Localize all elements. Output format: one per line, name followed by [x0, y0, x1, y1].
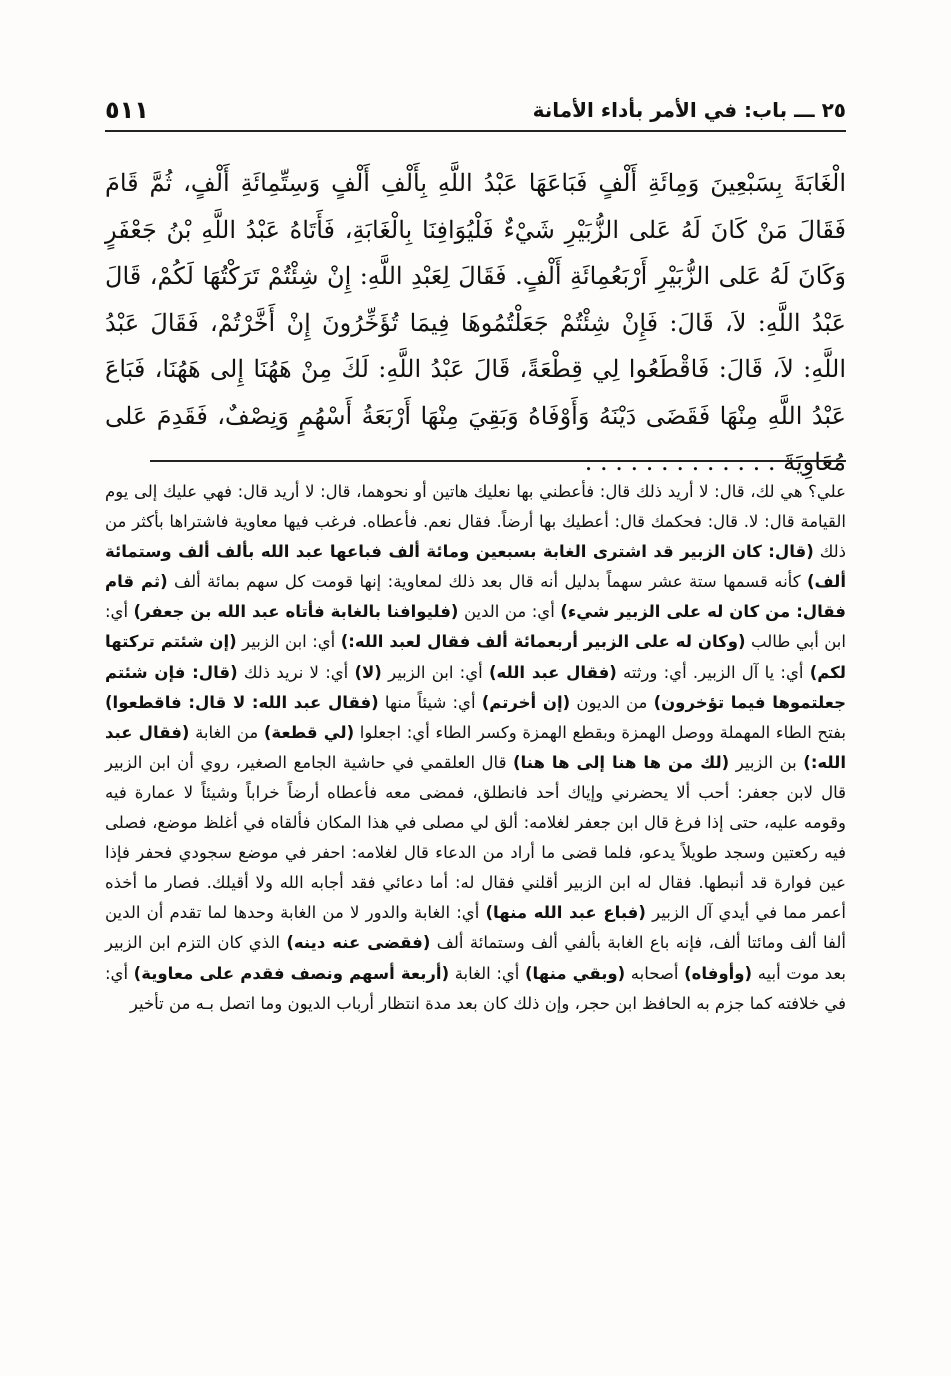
commentary-segment: أي: ابن أبي طالب	[105, 602, 846, 652]
quoted-hadith-segment: (إن شئتم تركتها لكم)	[105, 632, 846, 682]
commentary-segment: بن الزبير	[729, 752, 804, 772]
commentary-segment: كأنه قسمها ستة عشر سهماً بدليل أنه قال بعد ذلك لمعاوية: إنها قومت كل سهم بمائة ألف	[167, 572, 807, 592]
quoted-hadith-segment: (فقال عبد الله:)	[105, 722, 847, 772]
commentary-segment: قال العلقمي في حاشية الجامع الصغير، روي أن ابن الزبير قال لابن جعفر: أحب ألا يحضرني وإياك أحد فانطلق، فمضى معه فأعطاه أرضاً خراباً وشيئاً لا عمارة فيه وقومه عليه، حتى إذا فرغ قال ابن جعفر لغلامه: ألق لي مصلى في هذا المكان فألقاه في أغلظ موضع، فصلى فيه ركعتين وسجد طويلاً يدعو، فلما قضى ما أراد من الدعاء قال لغلامه: احفر في موضع سجودي فحفر فإذا عين فوارة قد أنبطها. فقال له ابن الزبير أقلني فقال له: أما دعائي فقد أجابه الله ولا أقيلك. فصار ما أخذه أعمر مما في أيدي آل الزبير	[105, 752, 846, 923]
quoted-hadith-segment: (قال: كان الزبير قد اشترى الغابة بسبعين ومائة ألف فباعها عبد الله بألف ألف وستمائة ألف)	[105, 542, 846, 592]
commentary-paragraph	[105, 477, 846, 1019]
quoted-hadith-segment: (فقال عبد الله)	[488, 662, 617, 682]
hadith-text	[105, 160, 846, 486]
quoted-hadith-segment: (إن أخرتم)	[481, 692, 571, 712]
quoted-hadith-segment: (فباع عبد الله منها)	[485, 903, 646, 923]
commentary-segment: أي: ابن الزبير	[236, 632, 341, 652]
quoted-hadith-segment: (وكان له على الزبير أربعمائة ألف فقال لعبد الله:)	[340, 632, 746, 652]
commentary-segment: أي: ابن الزبير	[381, 662, 489, 682]
commentary-segment: أي: الغابة والدور لا من الغابة وحدها لما تقدم أن الدين ألفا ألف ومائتا ألف، فإنه باع الغابة بألفي ألف وستمائة ألف	[105, 903, 846, 953]
commentary-segment: من الغابة	[189, 722, 264, 742]
commentary-segment: أي: يا آل الزبير. أي: ورثته	[616, 662, 810, 682]
hadith-paragraph: الْغَابَةَ بِسَبْعِينَ وَمِائَةِ أَلْفٍ فَبَاعَهَا عَبْدُ اللَّهِ بِأَلْفِ أَلْفٍ وَسِتِّمِائَةِ أَلْفٍ، ثُمَّ قَامَ فَقَالَ مَنْ كَانَ لَهُ عَلى الزُّبَيْرِ شَيْءٌ فَلْيُوَافِنَا بِالْغَابَةِ، فَأَتَاهُ عَبْدُ اللَّهِ بْنُ جَعْفَرٍ وَكَانَ لَهُ عَلى الزُّبَيْرِ أَرْبَعُمِائَةِ أَلْفٍ. فَقَالَ لِعَبْدِ اللَّهِ: إِنْ شِئْتُمْ تَرَكْتُهَا لَكُمْ، قَالَ عَبْدُ اللَّهِ: لاَ، قَالَ: فَإِنْ شِئْتُمْ جَعَلْتُمُوهَا فِيمَا تُؤَخِّرُونَ إِنْ أَخَّرْتُمْ، فَقَالَ عَبْدُ اللَّهِ: لاَ، قَالَ: فَاقْطَعُوا لِي قِطْعَةً، قَالَ عَبْدُ اللَّهِ: لَكَ مِنْ هَهُنَا إِلى هَهُنَا، فَبَاعَ عَبْدُ اللَّهِ مِنْهَا فَقَضَى دَيْنَهُ وَأَوْفَاهُ وَبَقِيَ مِنْهَا أَرْبَعَةُ أَسْهُمٍ وَنِصْفٌ، فَقَدِمَ عَلى مُعَاوِيَةَ . . . . . . . . . . . . .	[105, 169, 846, 476]
commentary-segment: أي: في خلافته كما جزم به الحافظ ابن حجر، وإن ذلك كان بعد مدة انتظار أرباب الديون وما اتصل بـه من تأخير	[105, 963, 846, 1013]
quoted-hadith-segment: (لا)	[354, 662, 382, 682]
quoted-hadith-segment: (وأوفاه)	[684, 963, 753, 983]
quoted-hadith-segment: (وبقي منها)	[524, 963, 626, 983]
quoted-hadith-segment: (فقضى عنه دينه)	[286, 933, 431, 953]
quoted-hadith-segment: (فليوافنا بالغابة فأتاه عبد الله بن جعفر)	[133, 602, 459, 622]
quoted-hadith-segment: (ثم قام فقال: من كان له على الزبير شيء)	[105, 572, 846, 622]
commentary-segment: علي؟ هي لك، قال: لا أريد ذلك قال: فأعطني بها نعليك هاتين أو نحوهما، قال: لا أريد قال: فهي عليك إلى يوم القيامة قال: لا. قال: فحكمك قال: أعطيك بها أرضاً. فقال نعم. فأعطاه. فرغب فيها معاوية فاشتراها بأكثر من ذلك	[105, 482, 847, 562]
commentary-segment: أي: لا نريد ذلك	[237, 662, 355, 682]
quoted-hadith-segment: (قال: فإن شئتم جعلتموها فيما تؤخرون)	[105, 662, 846, 712]
running-title: ٢٥ ـــ باب: في الأمر بأداء الأمانة	[532, 98, 846, 122]
quoted-hadith-segment: (فقال عبد الله: لا قال: فاقطعوا)	[105, 692, 379, 712]
quoted-hadith-segment: (لك من ها هنا إلى ها هنا)	[512, 752, 730, 772]
commentary-segment: أي: من الدين	[458, 602, 561, 622]
page-header	[105, 96, 846, 132]
page-number: ٥١١	[105, 96, 149, 124]
quoted-hadith-segment: (أربعة أسهم ونصف فقدم على معاوية)	[133, 963, 450, 983]
quoted-hadith-segment: (لي قطعة)	[263, 722, 355, 742]
commentary-segment: الذي كان التزم ابن الزبير بعد موت أبيه	[105, 933, 846, 983]
footnote-separator	[150, 460, 846, 462]
commentary-segment: أي: الغابة	[449, 963, 525, 983]
commentary-segment: أي: شيئاً منها	[378, 692, 482, 712]
commentary-footnote	[105, 477, 846, 1019]
commentary-segment: أصحابه	[625, 963, 685, 983]
commentary-segment: بفتح الطاء المهملة ووصل الهمزة وبقطع الهمزة وكسر الطاء أي: اجعلوا	[354, 722, 847, 742]
commentary-segment: من الديون	[570, 692, 654, 712]
